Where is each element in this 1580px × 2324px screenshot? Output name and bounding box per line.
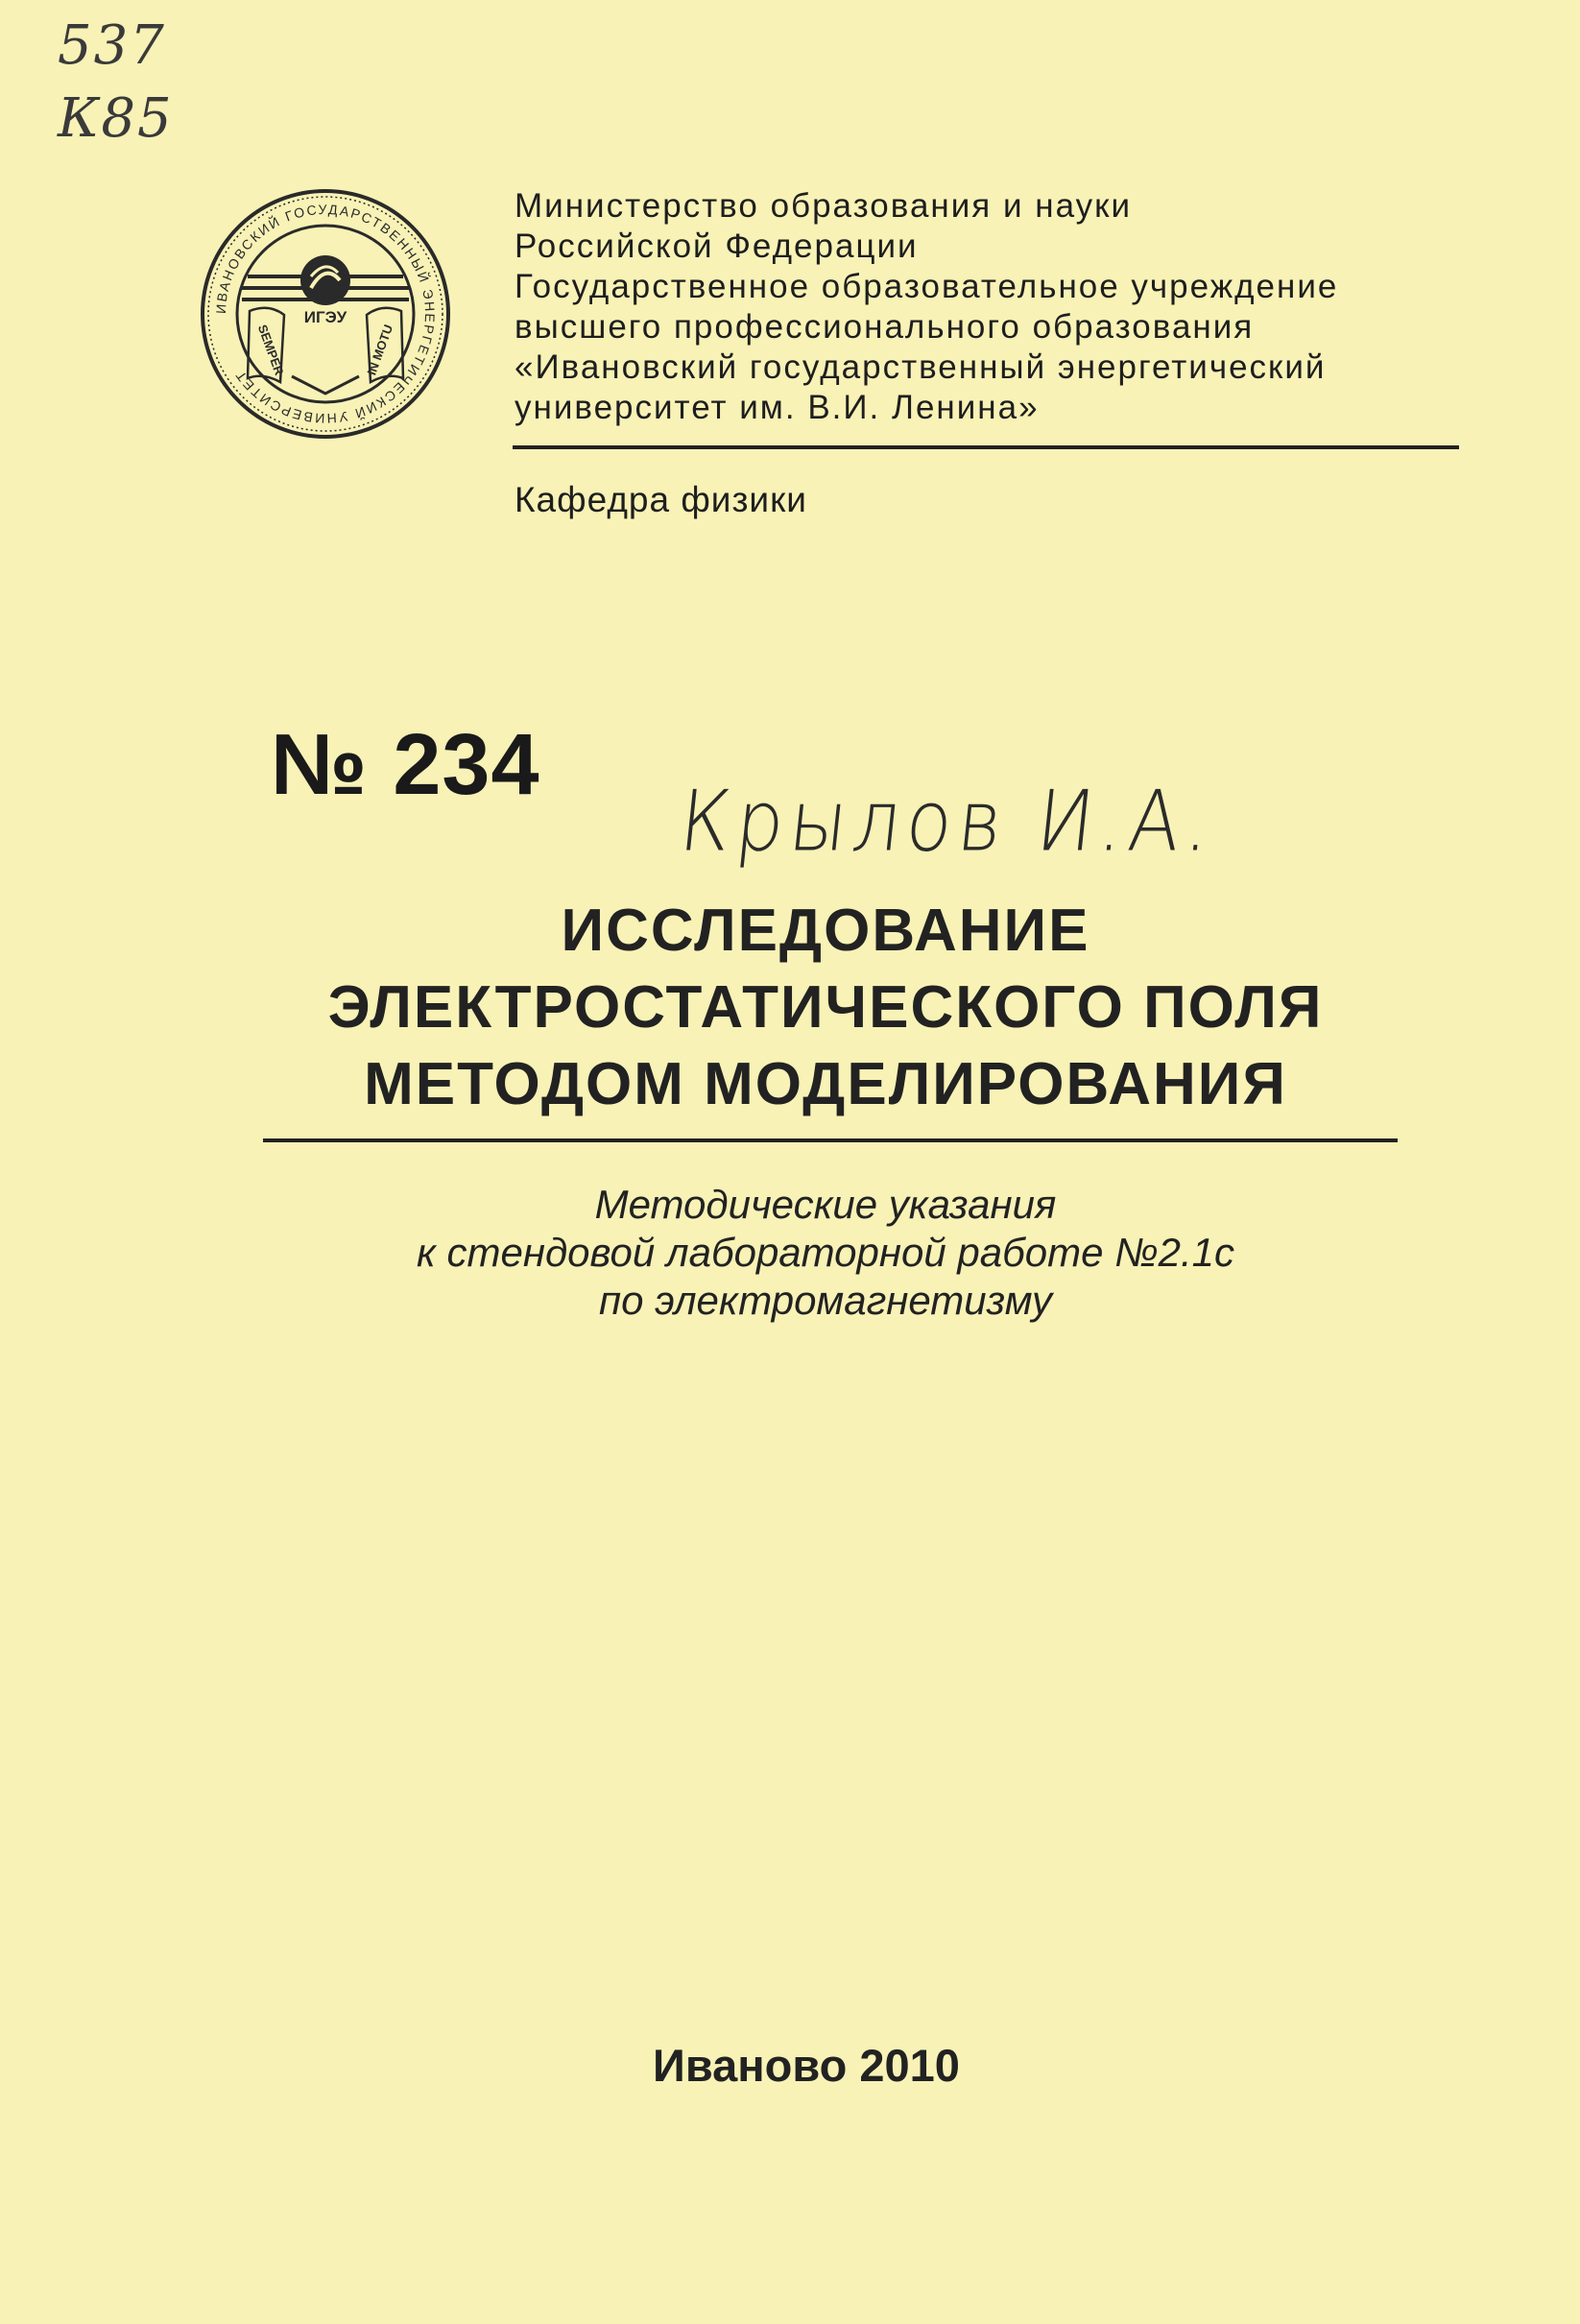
header-divider — [513, 445, 1459, 449]
university-seal-icon — [200, 188, 451, 440]
subtitle-line-2: к стендовой лабораторной работе №2.1с — [417, 1230, 1234, 1275]
title-divider — [263, 1138, 1398, 1142]
shelfmark-handwritten — [58, 10, 174, 156]
shelfmark-line-2: К85 — [58, 87, 174, 150]
handwritten-author-name: Крылов И.А. — [675, 774, 1221, 871]
document-number: № 234 — [271, 717, 540, 813]
header-line-3: Государственное образовательное учреждение — [515, 268, 1339, 305]
title-line-3: МЕТОДОМ МОДЕЛИРОВАНИЯ — [364, 1051, 1287, 1117]
shelfmark-line-1: 537 — [58, 14, 166, 77]
subtitle-line-1: Методические указания — [594, 1182, 1057, 1227]
seal-motto-left: SEMPER — [254, 323, 287, 377]
seal-abbreviation: ИГЭУ — [303, 308, 347, 326]
institution-header — [515, 186, 1474, 428]
title-line-1: ИССЛЕДОВАНИЕ — [561, 898, 1090, 964]
city-year: Иваново 2010 — [653, 2040, 960, 2091]
document-subtitle — [278, 1181, 1373, 1325]
seal-motto-right: IN MOTU — [364, 323, 396, 377]
subtitle-line-3: по электромагнетизму — [598, 1278, 1053, 1323]
title-line-2: ЭЛЕКТРОСТАТИЧЕСКОГО ПОЛЯ — [327, 974, 1324, 1041]
department-label: Кафедра физики — [515, 480, 807, 519]
header-line-1: Министерство образования и науки — [515, 187, 1133, 225]
header-line-6: университет им. В.И. Ленина» — [515, 389, 1040, 426]
header-line-4: высшего профессионального образования — [515, 308, 1255, 346]
seal-ring-text: ИВАНОВСКИЙ ГОСУДАРСТВЕННЫЙ ЭНЕРГЕТИЧЕСКИЙ УНИВЕРСИТЕТ — [212, 201, 439, 427]
document-title — [230, 893, 1421, 1123]
header-line-5: «Ивановский государственный энергетический — [515, 348, 1327, 386]
header-line-2: Российской Федерации — [515, 228, 919, 265]
